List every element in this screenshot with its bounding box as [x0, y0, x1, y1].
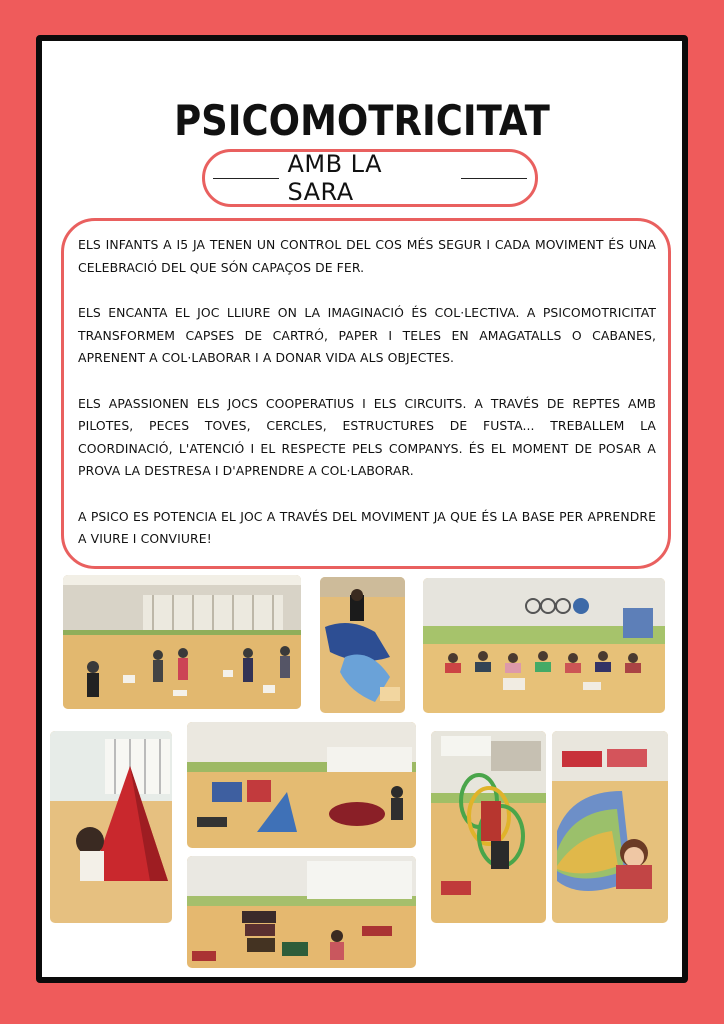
- photo-rainbow-tunnel: [552, 731, 668, 923]
- photo-soft-blocks: [187, 856, 416, 968]
- poster-frame: [36, 35, 688, 983]
- photo-hoops: [431, 731, 546, 923]
- subtitle-pill: [202, 149, 538, 207]
- left-rule: [213, 178, 279, 179]
- photo-red-tent: [50, 731, 172, 923]
- paragraph-3: ELS APASSIONEN ELS JOCS COOPERATIUS I ELS CIRCUITS. A TRAVÉS DE REPTES AMB PILOTES, PECES TOVES, CERCLES, ESTRUCTURES DE FUSTA... TREBALLEM LA COORDINACIÓ, L'ATENCIÓ I EL RESPECTE PELS COMPANYS. ÉS EL MOMENT DE POSAR A PROVA LA DESTRESA I D'APRENDRE A COL·LABORAR.: [78, 395, 656, 478]
- paragraph-4: A PSICO ES POTENCIA EL JOC A TRAVÉS DEL MOVIMENT JA QUE ÉS LA BASE PER APRENDRE A VIURE I CONVIURE!: [78, 508, 656, 546]
- photo-free-play: [63, 575, 301, 709]
- subtitle: AMB LA SARA: [287, 150, 383, 206]
- photo-blue-fabric: [320, 577, 405, 713]
- page-title: PSICOMOTRICITAT: [174, 96, 550, 145]
- photo-circle-gathering: [423, 578, 665, 713]
- paragraph-2: ELS ENCANTA EL JOC LLIURE ON LA IMAGINACIÓ ÉS COL·LECTIVA. A PSICOMOTRICITAT TRANSFORMEM CAPSES DE CARTRÓ, PAPER I TELES EN AMAGATALLS O CABANES, APRENENT A COL·LABORAR I A DONAR VIDA ALS OBJECTES.: [78, 305, 656, 365]
- description-box: [61, 218, 671, 569]
- right-rule: [461, 178, 527, 179]
- photo-obstacle-course: [187, 722, 416, 848]
- paragraph-1: ELS INFANTS A I5 JA TENEN UN CONTROL DEL COS MÉS SEGUR I CADA MOVIMENT ÉS UNA CELEBRACIÓ DEL QUE SÓN CAPAÇOS DE FER.: [78, 237, 656, 275]
